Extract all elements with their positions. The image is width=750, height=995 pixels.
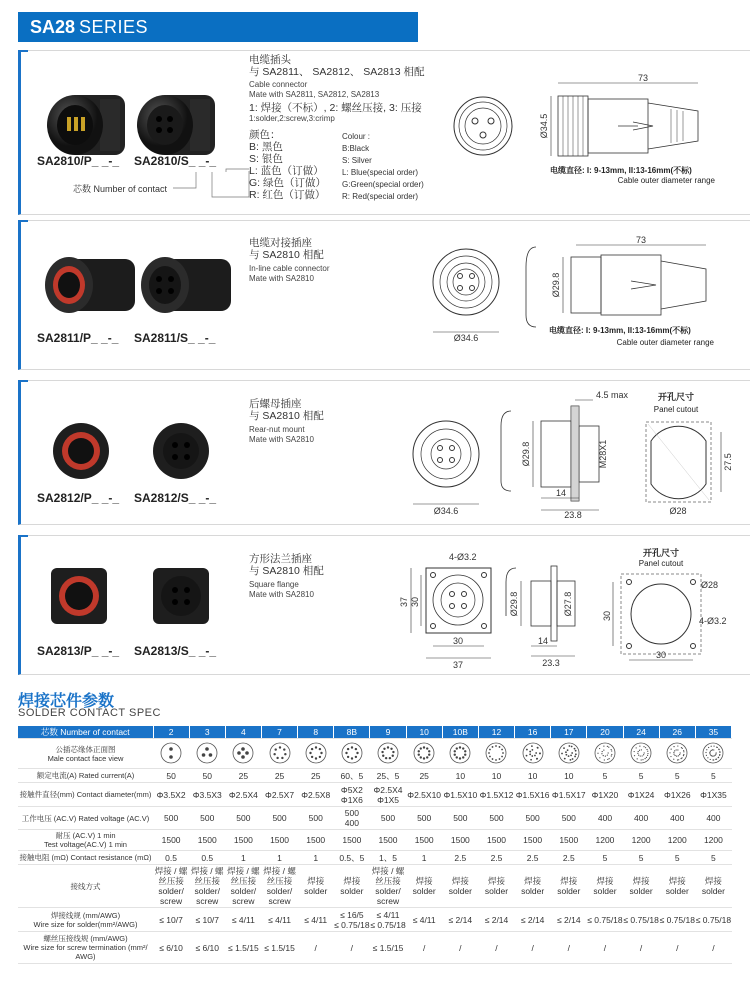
dim-diameter: Ø29.8 bbox=[509, 591, 519, 617]
dim-14: 14 bbox=[555, 488, 567, 498]
spec-cell: 25 bbox=[406, 769, 442, 783]
spec-cell: 500 bbox=[406, 807, 442, 830]
spec-header-label: 芯数 Number of contact bbox=[18, 726, 153, 739]
spec-header-col: 4 bbox=[225, 726, 261, 739]
colour-b-en: B:Black bbox=[342, 144, 370, 153]
spec-row-label: 耐压 (AC.V) 1 min Test voltage(AC.V) 1 min bbox=[18, 830, 153, 851]
spec-cell: 焊接 / 螺 丝压接 solder/ screw bbox=[263, 866, 296, 906]
spec-cell: ≤ 6/10 bbox=[153, 932, 189, 964]
dim-30-horizontal: 30 bbox=[452, 636, 464, 646]
spec-header-col: 10B bbox=[442, 726, 478, 739]
spec-row-label: 公插芯缘体正面图 Male contact face view bbox=[18, 739, 153, 769]
termination-cn: 1: 焊接（不标）, 2: 螺丝压接, 3: 压接 bbox=[249, 102, 422, 114]
spec-cell: ≤ 2/14 bbox=[551, 908, 587, 932]
spec-cell: 400 bbox=[659, 807, 695, 830]
spec-cell: 1500 bbox=[370, 830, 406, 851]
spec-cell: 1 bbox=[298, 851, 334, 865]
sec1-en-title: Cable connector bbox=[249, 80, 308, 89]
spec-row bbox=[18, 908, 732, 932]
spec-cell: 焊接 / 螺 丝压接 solder/ screw bbox=[227, 866, 260, 906]
spec-cell: / bbox=[587, 932, 623, 964]
spec-cell: 1200 bbox=[659, 830, 695, 851]
spec-cell: 焊接 solder bbox=[551, 865, 587, 908]
spec-row bbox=[18, 932, 732, 964]
code-sa2813-s: SA2813/S_ _-_ bbox=[134, 644, 217, 658]
spec-cell: ≤ 16/5 ≤ 0.75/18 bbox=[334, 909, 370, 930]
spec-cell: 400 bbox=[695, 807, 731, 830]
spec-cell: 焊接 solder bbox=[695, 865, 731, 908]
spec-cell: 10 bbox=[551, 769, 587, 783]
contact-face-icon bbox=[659, 739, 695, 769]
spec-header-col: 16 bbox=[515, 726, 551, 739]
sa2811-drawing bbox=[426, 237, 726, 357]
spec-cell: 1 bbox=[406, 851, 442, 865]
spec-header-col: 7 bbox=[261, 726, 297, 739]
contact-face-icon bbox=[623, 739, 659, 769]
spec-cell: Φ1X20 bbox=[587, 783, 623, 807]
spec-cell: 0.5 bbox=[189, 851, 225, 865]
contact-face-icon bbox=[334, 739, 370, 769]
dim-30-vertical: 30 bbox=[410, 596, 420, 608]
sec1-cn-title: 电缆插头 bbox=[249, 54, 291, 66]
spec-row bbox=[18, 769, 732, 783]
spec-cell: ≤ 6/10 bbox=[189, 932, 225, 964]
spec-cell: ≤ 10/7 bbox=[189, 908, 225, 932]
spec-cell: Φ5X2 Φ1X6 bbox=[334, 783, 370, 807]
sec4-desc bbox=[249, 553, 324, 600]
spec-cell: Φ2.5X4 Φ1X5 bbox=[370, 783, 406, 807]
contact-face-icon bbox=[515, 739, 551, 769]
spec-cell: 焊接 solder bbox=[659, 865, 695, 908]
contact-face-icon bbox=[587, 739, 623, 769]
colour-b-cn: B: 黑色 bbox=[249, 141, 283, 153]
cable-range-cn: 电缆直径: I: 9-13mm, II:13-16mm(不标) bbox=[550, 166, 692, 175]
spec-cell: 5 bbox=[587, 851, 623, 865]
spec-cell: Φ2.5X10 bbox=[406, 783, 442, 807]
spec-cell: 1500 bbox=[189, 830, 225, 851]
spec-cell: 1500 bbox=[442, 830, 478, 851]
dim-thread: M28X1 bbox=[598, 439, 608, 469]
sec1-desc bbox=[249, 54, 425, 124]
sec2-cn-title: 电缆对接插座 bbox=[249, 237, 312, 249]
contact-face-icon bbox=[370, 739, 406, 769]
spec-cell: ≤ 10/7 bbox=[153, 908, 189, 932]
dim-23-8: 23.8 bbox=[564, 510, 582, 520]
colour-list-en bbox=[342, 131, 424, 203]
code-sa2810-p: SA2810/P_ _-_ bbox=[37, 154, 120, 168]
spec-cell: ≤ 0.75/18 bbox=[659, 908, 695, 932]
spec-cell: 焊接 solder bbox=[442, 865, 478, 908]
spec-cell: 2.5 bbox=[515, 851, 551, 865]
spec-cell: 1500 bbox=[478, 830, 514, 851]
spec-cell: / bbox=[334, 932, 370, 964]
sec3-en-title: Rear-nut mount bbox=[249, 425, 305, 434]
spec-cell: 1500 bbox=[406, 830, 442, 851]
spec-cell: 400 bbox=[623, 807, 659, 830]
colour-list-cn bbox=[249, 129, 344, 201]
spec-cell: 5 bbox=[623, 851, 659, 865]
contact-face-icon bbox=[478, 739, 514, 769]
spec-cell: 5 bbox=[695, 851, 731, 865]
sec3-cn-title: 后螺母插座 bbox=[249, 398, 302, 410]
spec-cell: 5 bbox=[659, 851, 695, 865]
spec-header-col: 24 bbox=[623, 726, 659, 739]
spec-cell: / bbox=[478, 932, 514, 964]
spec-cell: 焊接 solder bbox=[587, 865, 623, 908]
spec-cell: / bbox=[298, 932, 334, 964]
spec-cell: 10 bbox=[478, 769, 514, 783]
sec3-cn-mate: 与 SA2810 相配 bbox=[249, 410, 324, 422]
spec-cell: 0.5、5 bbox=[334, 851, 370, 865]
cutout-title-en: Panel cutout bbox=[638, 559, 684, 568]
colour-s-cn: S: 银色 bbox=[249, 153, 283, 165]
series-word: SERIES bbox=[79, 17, 149, 37]
spec-cell: ≤ 4/11 bbox=[261, 908, 297, 932]
spec-cell: ≤ 1.5/15 bbox=[225, 932, 261, 964]
dim-diameter: Ø29.8 bbox=[521, 441, 531, 467]
contact-face-icon bbox=[261, 739, 297, 769]
contact-face-icon bbox=[225, 739, 261, 769]
spec-cell: Φ1X35 bbox=[695, 783, 731, 807]
section-sa2812 bbox=[18, 380, 750, 525]
spec-cell: 1 bbox=[225, 851, 261, 865]
spec-cell: ≤ 0.75/18 bbox=[587, 908, 623, 932]
spec-row-label: 接线方式 bbox=[18, 865, 153, 908]
spec-header-col: 9 bbox=[370, 726, 406, 739]
sec4-en-mate: Mate with SA2810 bbox=[249, 590, 314, 599]
cutout-height: 27.5 bbox=[723, 453, 733, 471]
spec-cell: 焊接 solder bbox=[515, 865, 551, 908]
spec-cell: 5 bbox=[659, 769, 695, 783]
spec-cell: Φ1.5X10 bbox=[442, 783, 478, 807]
spec-cell: 500 bbox=[189, 807, 225, 830]
spec-cell: 500 bbox=[298, 807, 334, 830]
spec-cell: 5 bbox=[695, 769, 731, 783]
spec-row-label: 接触电阻 (mΩ) Contact resistance (mΩ) bbox=[18, 851, 153, 865]
contact-face-icon bbox=[695, 739, 731, 769]
spec-cell: ≤ 4/11 ≤ 0.75/18 bbox=[370, 909, 406, 930]
spec-cell: 25 bbox=[261, 769, 297, 783]
spec-cell: 500 bbox=[515, 807, 551, 830]
spec-cell: 焊接 solder bbox=[298, 865, 334, 908]
spec-cell: 焊接 solder bbox=[406, 865, 442, 908]
cutout-30-vertical: 30 bbox=[602, 610, 612, 622]
section-sa2811 bbox=[18, 220, 750, 370]
spec-cell: 1500 bbox=[551, 830, 587, 851]
code-sa2813-p: SA2813/P_ _-_ bbox=[37, 644, 120, 658]
colour-r-cn: R: 红色（订做） bbox=[249, 189, 326, 201]
cutout-title-en: Panel cutout bbox=[653, 405, 699, 414]
sec1-cn-mate: 与 SA2811、 SA2812、 SA2813 相配 bbox=[249, 66, 425, 78]
spec-cell: 焊接 / 螺 丝压接 solder/ screw bbox=[154, 866, 188, 906]
spec-row-label: 工作电压 (AC.V) Rated voltage (AC.V) bbox=[18, 807, 153, 830]
sa2812-photo bbox=[51, 421, 221, 486]
spec-cell: 10 bbox=[442, 769, 478, 783]
code-sa2811-s: SA2811/S_ _-_ bbox=[134, 331, 216, 345]
code-sa2812-p: SA2812/P_ _-_ bbox=[37, 491, 120, 505]
spec-cell: 1500 bbox=[298, 830, 334, 851]
dim-14: 14 bbox=[537, 636, 549, 646]
dim-23-3: 23.3 bbox=[542, 658, 560, 668]
spec-cell: Φ2.5X8 bbox=[298, 783, 334, 807]
sec2-en-mate: Mate with SA2810 bbox=[249, 274, 314, 283]
cutout-title-cn: 开孔尺寸 bbox=[642, 548, 680, 558]
sec2-en-title: In-line cable connector bbox=[249, 264, 330, 273]
cable-range-en: Cable outer diameter range bbox=[616, 338, 714, 347]
spec-row-label: 额定电流(A) Rated current(A) bbox=[18, 769, 153, 783]
spec-cell: ≤ 4/11 bbox=[406, 908, 442, 932]
dim-length: 73 bbox=[637, 73, 649, 83]
spec-cell: 焊接 / 螺 丝压接 solder/ screw bbox=[190, 866, 224, 906]
spec-cell: Φ3.5X3 bbox=[189, 783, 225, 807]
spec-header-col: 17 bbox=[551, 726, 587, 739]
dim-27-8: Ø27.8 bbox=[563, 591, 573, 617]
spec-cell: ≤ 0.75/18 bbox=[695, 908, 731, 932]
contact-face-icon bbox=[153, 739, 189, 769]
code-sa2810-s: SA2810/S_ _-_ bbox=[134, 154, 217, 168]
spec-header-col: 10 bbox=[406, 726, 442, 739]
spec-row bbox=[18, 851, 732, 865]
spec-header-col: 8B bbox=[334, 726, 370, 739]
spec-cell: ≤ 4/11 bbox=[225, 908, 261, 932]
spec-cell: 500 bbox=[551, 807, 587, 830]
dim-37-vertical: 37 bbox=[399, 596, 409, 608]
cutout-30-horizontal: 30 bbox=[655, 650, 667, 660]
spec-cell: Φ1.5X12 bbox=[478, 783, 514, 807]
spec-cell: 2.5 bbox=[551, 851, 587, 865]
sec1-en-mate: Mate with SA2811, SA2812, SA2813 bbox=[249, 90, 380, 99]
section-sa2810 bbox=[18, 50, 750, 215]
spec-cell: 5 bbox=[623, 769, 659, 783]
spec-cell: 焊接 / 螺 丝压接 solder/ screw bbox=[371, 866, 405, 906]
dim-max: 4.5 max bbox=[596, 390, 629, 400]
spec-cell: 焊接 solder bbox=[623, 865, 659, 908]
spec-cell: 1500 bbox=[334, 830, 370, 851]
spec-cell: 500 bbox=[442, 807, 478, 830]
spec-row bbox=[18, 807, 732, 830]
sec4-cn-mate: 与 SA2810 相配 bbox=[249, 565, 324, 577]
spec-header-col: 20 bbox=[587, 726, 623, 739]
spec-cell: ≤ 2/14 bbox=[442, 908, 478, 932]
spec-cell: 2.5 bbox=[442, 851, 478, 865]
spec-cell: 500 bbox=[225, 807, 261, 830]
spec-cell: / bbox=[551, 932, 587, 964]
spec-cell: / bbox=[623, 932, 659, 964]
cutout-width: Ø28 bbox=[669, 506, 687, 516]
dim-face: Ø34.6 bbox=[453, 333, 479, 343]
spec-cell: 500 bbox=[153, 807, 189, 830]
sa2811-photo bbox=[35, 251, 235, 341]
spec-cell: 焊接 solder bbox=[478, 865, 514, 908]
spec-cell: 400 bbox=[587, 807, 623, 830]
spec-cell: ≤ 1.5/15 bbox=[370, 932, 406, 964]
contact-face-icon bbox=[551, 739, 587, 769]
spec-cell: Φ1.5X16 bbox=[515, 783, 551, 807]
spec-cell: 1500 bbox=[153, 830, 189, 851]
spec-cell: ≤ 2/14 bbox=[478, 908, 514, 932]
spec-row-label: 螺丝压接线规 (mm/AWG) Wire size for screw termination (mm²/ AWG) bbox=[18, 932, 153, 964]
colour-label-en: Colour : bbox=[342, 132, 371, 141]
spec-cell: / bbox=[442, 932, 478, 964]
spec-cell: / bbox=[659, 932, 695, 964]
spec-cell: Φ3.5X2 bbox=[153, 783, 189, 807]
spec-cell: 1 bbox=[261, 851, 297, 865]
spec-cell: 1200 bbox=[623, 830, 659, 851]
spec-cell: Φ1X24 bbox=[623, 783, 659, 807]
spec-row-label: 接触件直径(mm) Contact diameter(mm) bbox=[18, 783, 153, 807]
spec-cell: Φ2.5X4 bbox=[225, 783, 261, 807]
spec-cell: 1200 bbox=[695, 830, 731, 851]
contact-face-icon bbox=[298, 739, 334, 769]
spec-row bbox=[18, 739, 732, 769]
sa2810-drawing bbox=[453, 73, 733, 191]
spec-cell: 50 bbox=[189, 769, 225, 783]
solder-contact-spec-table bbox=[18, 726, 732, 964]
spec-header-row bbox=[18, 726, 732, 739]
contact-face-icon bbox=[189, 739, 225, 769]
spec-cell: / bbox=[515, 932, 551, 964]
dim-diameter: Ø29.8 bbox=[551, 272, 561, 298]
spec-header-col: 12 bbox=[478, 726, 514, 739]
sec3-en-mate: Mate with SA2810 bbox=[249, 435, 314, 444]
dim-face: Ø34.6 bbox=[433, 506, 459, 516]
dim-diameter: Ø34.5 bbox=[539, 113, 549, 139]
spec-cell: 1、5 bbox=[370, 851, 406, 865]
spec-cell: 1500 bbox=[515, 830, 551, 851]
colour-g-cn: G: 绿色（订做） bbox=[249, 177, 327, 189]
series-code: SA28 bbox=[30, 17, 76, 37]
spec-cell: 25、5 bbox=[370, 769, 406, 783]
spec-cell: 5 bbox=[587, 769, 623, 783]
spec-cell: 500 bbox=[370, 807, 406, 830]
spec-cell: Φ2.5X7 bbox=[261, 783, 297, 807]
spec-cell: / bbox=[695, 932, 731, 964]
spec-header-col: 3 bbox=[189, 726, 225, 739]
sa2812-drawing bbox=[401, 386, 741, 521]
sec4-en-title: Square flange bbox=[249, 580, 299, 589]
spec-cell: 焊接 solder bbox=[334, 865, 370, 908]
spec-cell: 1500 bbox=[225, 830, 261, 851]
spec-cell: ≤ 4/11 bbox=[298, 908, 334, 932]
spec-header-col: 35 bbox=[695, 726, 731, 739]
contact-face-icon bbox=[406, 739, 442, 769]
cable-range-cn: 电缆直径: I: 9-13mm, II:13-16mm(不标) bbox=[549, 326, 691, 335]
code-sa2811-p: SA2811/P_ _-_ bbox=[37, 331, 119, 345]
spec-row-label: 焊接线规 (mm/AWG) Wire size for solder(mm²/AWG) bbox=[18, 908, 153, 932]
spec-cell: 500 bbox=[478, 807, 514, 830]
spec-cell: 50 bbox=[153, 769, 189, 783]
spec-cell: 0.5 bbox=[153, 851, 189, 865]
sec2-desc bbox=[249, 237, 330, 284]
spec-cell: 60、5 bbox=[334, 769, 370, 783]
spec-cell: / bbox=[406, 932, 442, 964]
sec2-cn-mate: 与 SA2810 相配 bbox=[249, 249, 324, 261]
spec-cell: ≤ 2/14 bbox=[515, 908, 551, 932]
sa2813-photo bbox=[49, 564, 219, 634]
section-sa2813 bbox=[18, 535, 750, 675]
termination-en: 1:solder,2:screw,3:crimp bbox=[249, 114, 335, 123]
spec-title: 焊接芯件参数 bbox=[18, 693, 115, 710]
cable-range-en: Cable outer diameter range bbox=[617, 176, 715, 185]
spec-subtitle: SOLDER CONTACT SPEC bbox=[18, 707, 161, 719]
spec-cell: 25 bbox=[298, 769, 334, 783]
spec-header-col: 26 bbox=[659, 726, 695, 739]
cutout-title-cn: 开孔尺寸 bbox=[657, 392, 695, 402]
spec-cell: 1500 bbox=[261, 830, 297, 851]
spec-cell: 1200 bbox=[587, 830, 623, 851]
spec-cell: 10 bbox=[515, 769, 551, 783]
cutout-holes: 4-Ø3.2 bbox=[699, 616, 727, 626]
sec4-cn-title: 方形法兰插座 bbox=[249, 553, 312, 565]
sa2813-drawing bbox=[371, 546, 746, 671]
dim-37-horizontal: 37 bbox=[452, 660, 464, 670]
colour-g-en: G:Green(special order) bbox=[342, 180, 424, 189]
spec-cell: ≤ 0.75/18 bbox=[623, 908, 659, 932]
spec-header-col: 8 bbox=[298, 726, 334, 739]
colour-l-cn: L: 蓝色（订做） bbox=[249, 165, 324, 177]
dim-length: 73 bbox=[635, 235, 647, 245]
spec-row bbox=[18, 865, 732, 908]
spec-cell: Φ1X26 bbox=[659, 783, 695, 807]
spec-header-col: 2 bbox=[153, 726, 189, 739]
spec-cell: 500 400 bbox=[334, 807, 370, 830]
dim-holes: 4-Ø3.2 bbox=[449, 552, 477, 562]
series-header bbox=[18, 12, 418, 42]
spec-cell: ≤ 1.5/15 bbox=[261, 932, 297, 964]
colour-r-en: R: Red(special order) bbox=[342, 192, 419, 201]
spec-cell: 25 bbox=[225, 769, 261, 783]
sec3-desc bbox=[249, 398, 324, 445]
cutout-diameter: Ø28 bbox=[701, 580, 719, 590]
contacts-label: 芯数 Number of contact bbox=[73, 184, 168, 194]
colour-s-en: S: Silver bbox=[342, 156, 372, 165]
spec-row bbox=[18, 830, 732, 851]
code-sa2812-s: SA2812/S_ _-_ bbox=[134, 491, 217, 505]
spec-cell: Φ1.5X17 bbox=[551, 783, 587, 807]
contact-face-icon bbox=[442, 739, 478, 769]
colour-label-cn: 颜色： bbox=[249, 129, 281, 141]
spec-row bbox=[18, 783, 732, 807]
spec-cell: 2.5 bbox=[478, 851, 514, 865]
spec-cell: 500 bbox=[261, 807, 297, 830]
colour-l-en: L: Blue(special order) bbox=[342, 168, 419, 177]
